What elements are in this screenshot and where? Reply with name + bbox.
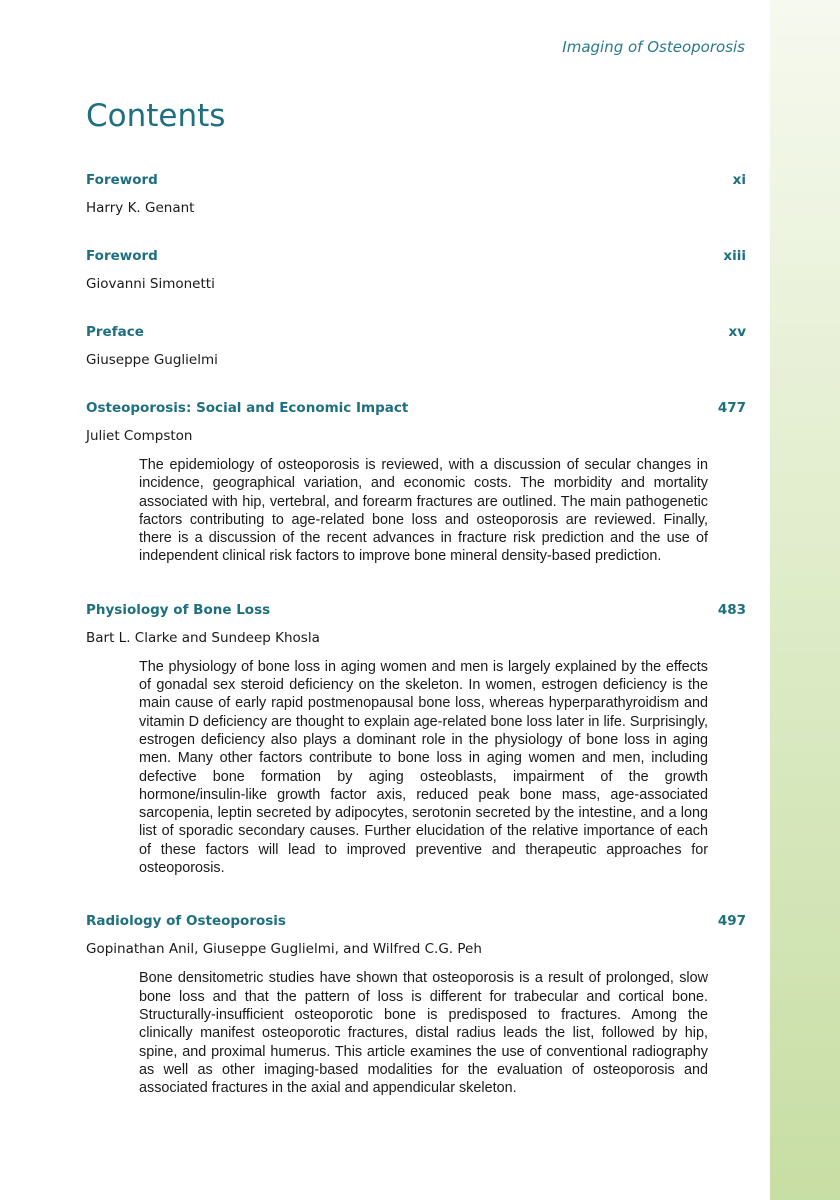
toc-entry-abstract: The epidemiology of osteoporosis is reviewed, with a discussion of secular changes in incidence, geographical variation, and economic costs. The morbidity and mortality associated with hip, vertebral, and forearm fractures are outlined. The main pathogenetic factors contributing to age-related bone loss and osteoporosis are reviewed. Finally, there is a discussion of the recent advances in fracture risk prediction and the use of independent clinical risk factors to improve bone mineral density-based prediction. (139, 457, 708, 565)
toc-entry-header (86, 913, 746, 933)
toc-entry-header (86, 248, 746, 268)
toc-entry-page[interactable]: 497 (717, 913, 746, 930)
toc-entry-page[interactable]: xv (728, 324, 746, 340)
toc-entry-authors: Bart L. Clarke and Sundeep Khosla (86, 629, 320, 646)
toc-entry-title[interactable]: Radiology of Osteoporosis (86, 913, 286, 930)
toc-entry-radiology-osteoporosis (86, 913, 746, 1097)
toc-entry-authors: Giovanni Simonetti (86, 276, 215, 292)
toc-entry-page[interactable]: xiii (723, 248, 746, 264)
toc-entry-page[interactable]: 477 (717, 400, 746, 416)
toc-entry-abstract: The physiology of bone loss in aging women and men is largely explained by the effects of gonadal sex steroid deficiency on the skeleton. In women, estrogen deficiency is the main cause of early rapid postmenopausal bone loss, whereas hyperparathyroidism and vitamin D deficiency are thought to explain age-related bone loss later in life. Surprisingly, estrogen deficiency also plays a dominant role in the physiology of bone loss in aging men. Many other factors contribute to bone loss in aging women and men, including defective bone formation by aging osteoblasts, impairment of the growth hormone/insulin-like growth factor axis, reduced peak bone mass, age-associated sarcopenia, leptin secreted by adipocytes, serotonin secreted by the intestine, and a long list of sporadic secondary causes. Further elucidation of the relative importance of each of these factors will lead to improved preventive and therapeutic approaches for osteoporosis. (139, 658, 708, 877)
toc-entry-foreword-simonetti (86, 248, 746, 294)
toc-entry-header (86, 172, 746, 192)
side-color-band (770, 0, 840, 1200)
toc-entry-title[interactable]: Foreword (86, 172, 158, 188)
toc-entry-authors: Harry K. Genant (86, 200, 195, 216)
toc-entry-physiology-bone-loss (86, 602, 746, 878)
toc-entry-title[interactable]: Preface (86, 324, 144, 340)
toc-entry-page[interactable]: xi (732, 172, 746, 188)
toc-entry-page[interactable]: 483 (717, 601, 746, 618)
toc-entry-authors: Giuseppe Guglielmi (86, 352, 218, 368)
journal-title: Imaging of Osteoporosis (562, 38, 745, 56)
toc-entry-header (86, 602, 746, 622)
page-title: Contents (86, 98, 226, 134)
toc-entry-header (86, 324, 746, 344)
toc-entry-foreword-genant (86, 172, 746, 218)
toc-entry-title[interactable]: Physiology of Bone Loss (86, 601, 271, 618)
toc-entry-abstract: Bone densitometric studies have shown that osteoporosis is a result of prolonged, slow bone loss and that the pattern of loss is different for trabecular and cortical bone. Structurally-insufficient osteoporotic bone is predisposed to fractures. Among the clinically manifest osteoporotic fractures, distal radius leads the list, followed by hip, spine, and proximal humerus. This article examines the use of conventional radiography as well as other imaging-based modalities for the evaluation of osteoporosis and associated fractures in the axial and appendicular skeleton. (139, 970, 708, 1097)
toc-entry-social-economic-impact (86, 400, 746, 566)
toc-entry-title[interactable]: Foreword (86, 248, 158, 264)
toc-entry-authors: Gopinathan Anil, Giuseppe Guglielmi, and Wilfred C.G. Peh (86, 941, 482, 958)
toc-entry-header (86, 400, 746, 420)
toc-entry-title[interactable]: Osteoporosis: Social and Economic Impact (86, 400, 409, 416)
table-of-contents (86, 172, 746, 1133)
toc-entry-preface (86, 324, 746, 370)
toc-entry-authors: Juliet Compston (86, 428, 193, 444)
